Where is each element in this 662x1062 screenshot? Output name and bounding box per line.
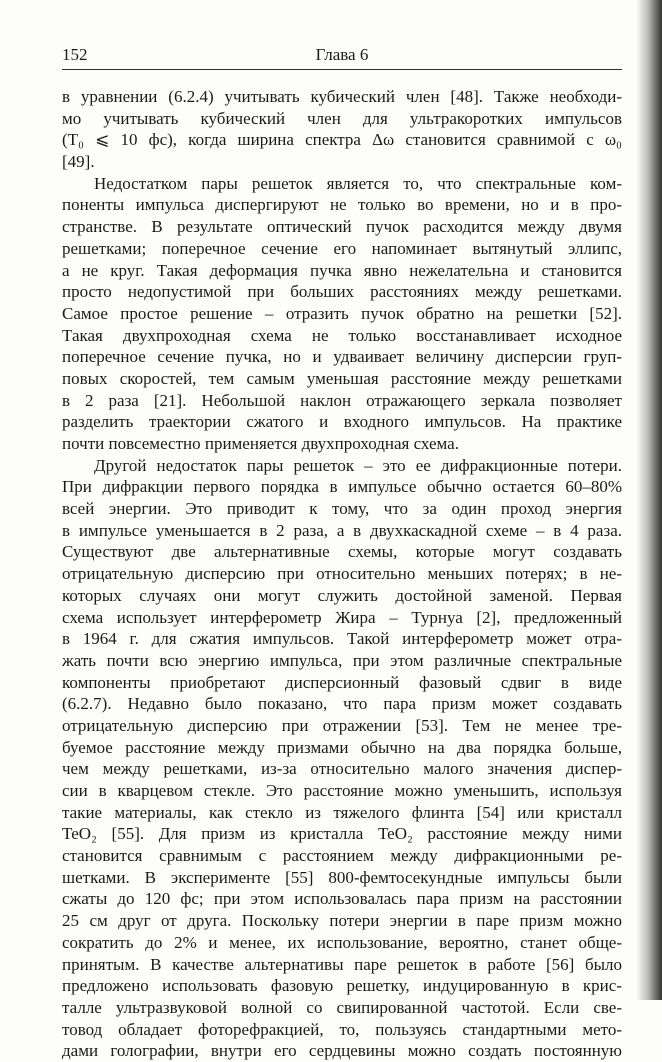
- text-line: TeO₂ [55]. Для призм из кристалла TeO₂ расстояние между ними: [62, 824, 622, 844]
- body-text: [62, 86, 622, 1062]
- header-rule: [62, 69, 622, 70]
- text-line: предложено использовать фазовую решетку, индуцированную в крис-: [62, 976, 622, 996]
- text-line: поперечное сечение пучка, но и удваивает величину дисперсии груп-: [62, 347, 622, 367]
- text-line: отрицательную дисперсию при отражении [53]. Тем не менее тре-: [62, 715, 622, 735]
- text-line: (T₀ ⩽ 10 фс), когда ширина спектра Δω становится сравнимой с ω₀: [62, 130, 622, 150]
- text-line: повых скоростей, тем самым уменьшая расстояние между решетками: [62, 368, 622, 388]
- text-line: отрицательную дисперсию при относительно меньших потерях; в не-: [62, 564, 622, 584]
- text-line: (6.2.7). Недавно было показано, что пара призм может создавать: [62, 694, 622, 714]
- text-line: талле ультразвуковой волной со свипированной частотой. Если све-: [62, 997, 622, 1017]
- chapter-title: Глава 6: [315, 45, 369, 64]
- text-line: а не круг. Такая деформация пучка явно нежелательна и становится: [62, 260, 622, 280]
- text-line: решетками; поперечное сечение его напоминает вытянутый эллипс,: [62, 238, 622, 258]
- text-line: странстве. В результате оптический пучок расходится между двумя: [62, 217, 622, 237]
- text-line: компоненты приобретают дисперсионный фазовый сдвиг в виде: [62, 672, 622, 692]
- text-line: Такая двухпроходная схема не только восстанавливает исходное: [62, 325, 622, 345]
- text-line: Самое простое решение – отразить пучок обратно на решетки [52].: [62, 303, 622, 323]
- text-line: всей энергии. Это приводит к тому, что за один проход энергия: [62, 499, 622, 519]
- text-line: почти повсеместно применяется двухпроходная схема.: [62, 434, 459, 453]
- text-line: дами голографии, внутри его сердцевины можно создать постоянную: [62, 1041, 622, 1061]
- text-line: [49].: [62, 152, 95, 172]
- text-line: такие материалы, как стекло из тяжелого флинта [54] или кристалл: [62, 802, 622, 822]
- text-line: становится сравнимым с расстоянием между дифракционными ре-: [62, 846, 622, 866]
- text-line: в импульсе уменьшается в 2 раза, а в двухкаскадной схеме – в 4 раза.: [62, 520, 622, 540]
- text-line: сократить до 2% и менее, их использование, вероятно, станет обще-: [62, 932, 622, 952]
- text-line: которых случаях они могут служить достойной заменой. Первая: [62, 585, 622, 605]
- text-line: просто недопустимой при больших расстояниях между решетками.: [62, 282, 622, 302]
- page-number: 152: [62, 45, 88, 64]
- text-line: в 2 раза [21]. Небольшой наклон отражающего зеркала позволяет: [62, 390, 622, 410]
- text-line: мо учитывать кубический член для ультракоротких импульсов: [62, 108, 622, 128]
- text-line: Другой недостаток пары решеток – это ее дифракционные потери.: [94, 455, 622, 475]
- text-line: чем между решетками, из-за относительно малого значения диспер-: [62, 759, 622, 779]
- text-line: сии в кварцевом стекле. Это расстояние можно уменьшить, используя: [62, 781, 622, 800]
- text-line: 25 см друг от друга. Поскольку потери энергии в паре призм можно: [62, 911, 622, 931]
- text-line: сжаты до 120 фс; при этом использовалась пара призм на расстоянии: [62, 889, 622, 909]
- page-edge-shadow: [636, 0, 662, 1000]
- text-line: разделить траектории сжатого и входного импульсов. На практике: [62, 412, 622, 432]
- running-header: [62, 45, 622, 67]
- text-line: схема использует интерферометр Жира – Турнуа [2], предложенный: [62, 607, 622, 627]
- text-line: При дифракции первого порядка в импульсе обычно остается 60–80%: [62, 477, 622, 497]
- text-line: товод обладает фоторефракцией, то, пользуясь стандартными мето-: [62, 1019, 622, 1039]
- text-line: поненты импульса диспергируют не только во времени, но и в про-: [62, 195, 622, 215]
- text-line: шетками. В эксперименте [55] 800-фемтосекундные импульсы были: [62, 867, 622, 887]
- text-line: в 1964 г. для сжатия импульсов. Такой интерферометр может отра-: [62, 629, 622, 649]
- text-line: буемое расстояние между призмами обычно на два порядка больше,: [62, 737, 622, 757]
- text-line: жать почти всю энергию импульса, при этом различные спектральные: [62, 650, 622, 670]
- text-line: в уравнении (6.2.4) учитывать кубический член [48]. Также необходи-: [62, 87, 622, 106]
- text-line: принятым. В качестве альтернативы паре решеток в работе [56] было: [62, 954, 622, 974]
- text-line: Существуют две альтернативные схемы, которые могут создавать: [62, 542, 622, 562]
- text-line: Недостатком пары решеток является то, что спектральные ком-: [94, 173, 622, 193]
